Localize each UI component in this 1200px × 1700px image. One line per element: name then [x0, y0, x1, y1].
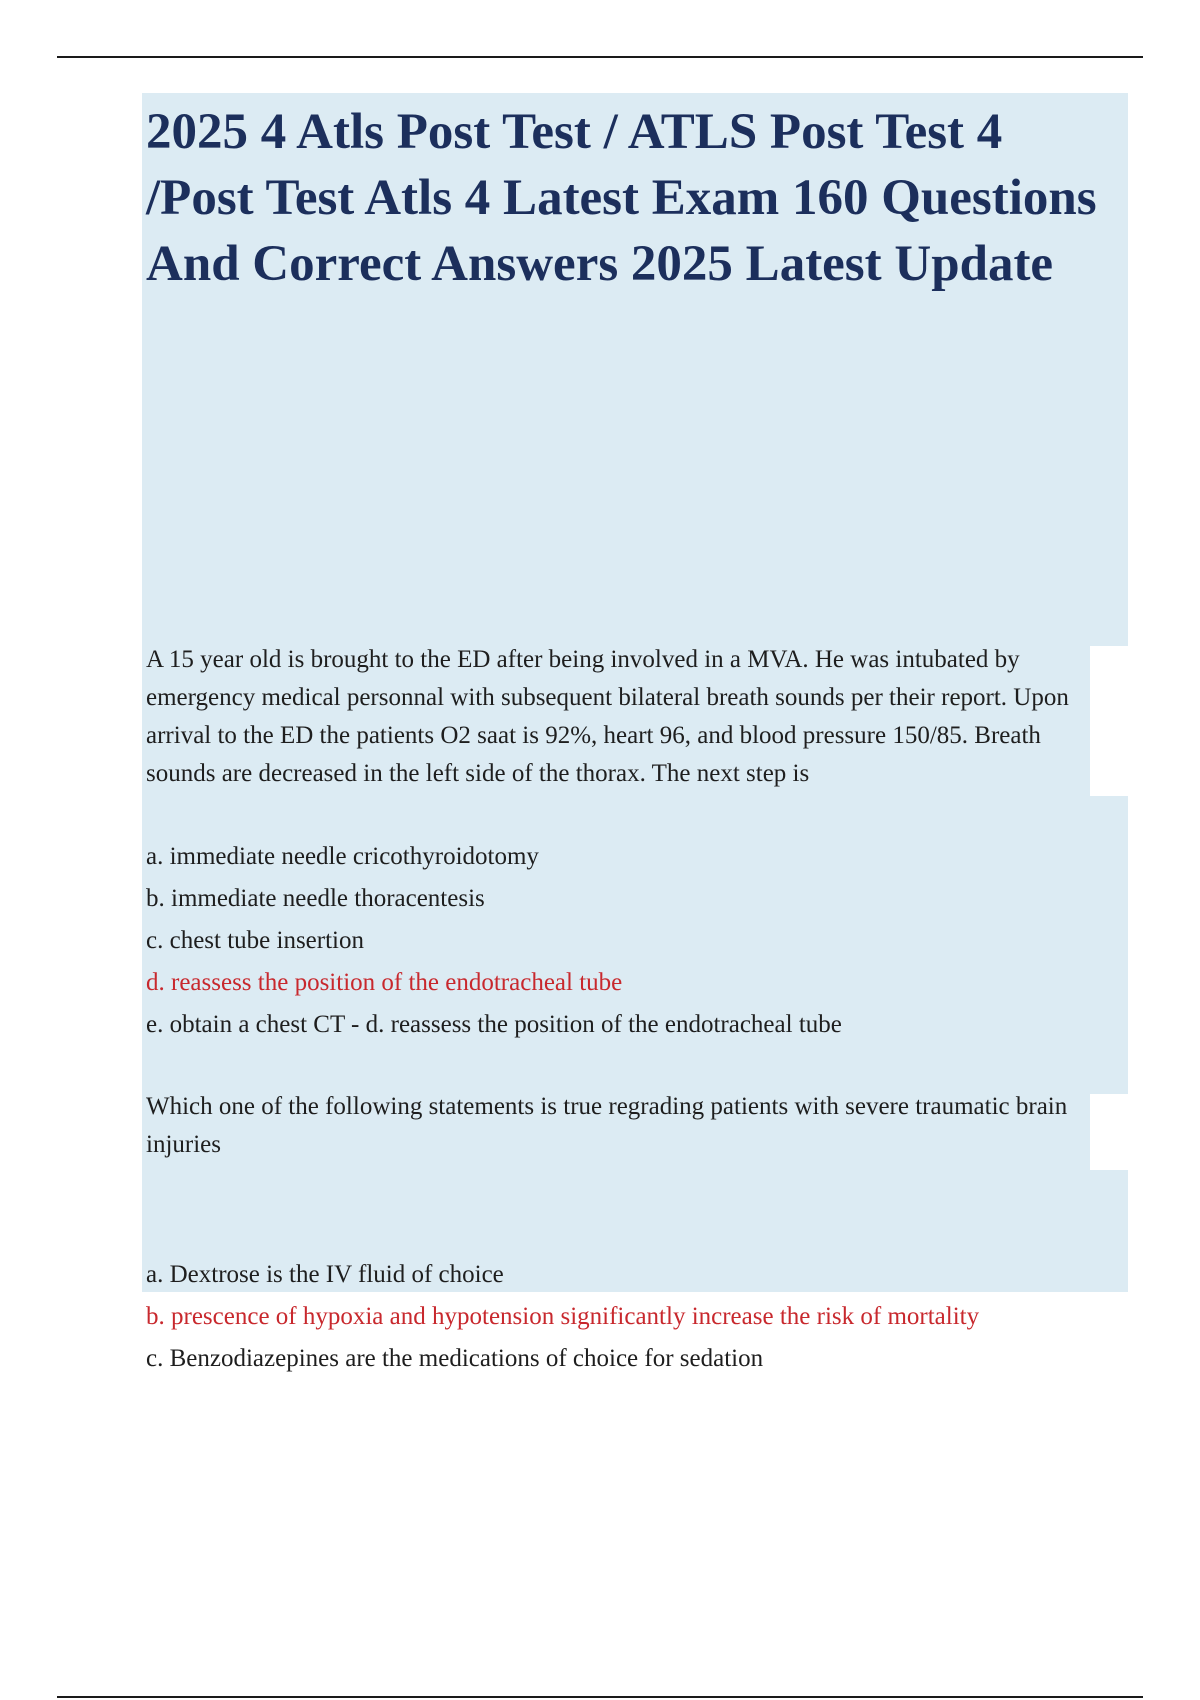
document-page	[142, 93, 1128, 1372]
bottom-rule	[57, 1696, 1143, 1698]
question-2-option-c: c. Benzodiazepines are the medications of choice for sedation	[146, 1345, 764, 1372]
document-title: 2025 4 Atls Post Test / ATLS Post Test 4 /Post Test Atls 4 Latest Exam 160 Questions And Correct Answers 2025 Latest Update	[146, 104, 1097, 292]
question-2-options	[146, 1254, 979, 1380]
top-rule	[57, 56, 1143, 58]
question-1-options	[146, 836, 842, 1046]
question-1-option-d-correct: d. reassess the position of the endotracheal tube	[146, 969, 623, 996]
question-1-option-c: c. chest tube insertion	[146, 927, 364, 954]
question-1-option-a: a. immediate needle cricothyroidotomy	[146, 843, 539, 870]
question-1-prompt: A 15 year old is brought to the ED after being involved in a MVA. He was intubated by emergency medical personnal with subsequent bilateral breath sounds per their report. Upon arrival to the ED the patients O2 saat is 92%, heart 96, and blood pressure 150/85. Breath sounds are decreased in the left side of the thorax. The next step is	[146, 646, 1069, 787]
question-2-option-a: a. Dextrose is the IV fluid of choice	[146, 1261, 504, 1288]
question-1-option-b: b. immediate needle thoracentesis	[146, 885, 485, 912]
question-1-option-e: e. obtain a chest CT - d. reassess the position of the endotracheal tube	[146, 1011, 842, 1038]
question-2-prompt: Which one of the following statements is true regrading patients with severe traumatic brain injuries	[146, 1093, 1068, 1158]
question-2-option-b-correct: b. prescence of hypoxia and hypotension significantly increase the risk of mortality	[146, 1303, 980, 1330]
